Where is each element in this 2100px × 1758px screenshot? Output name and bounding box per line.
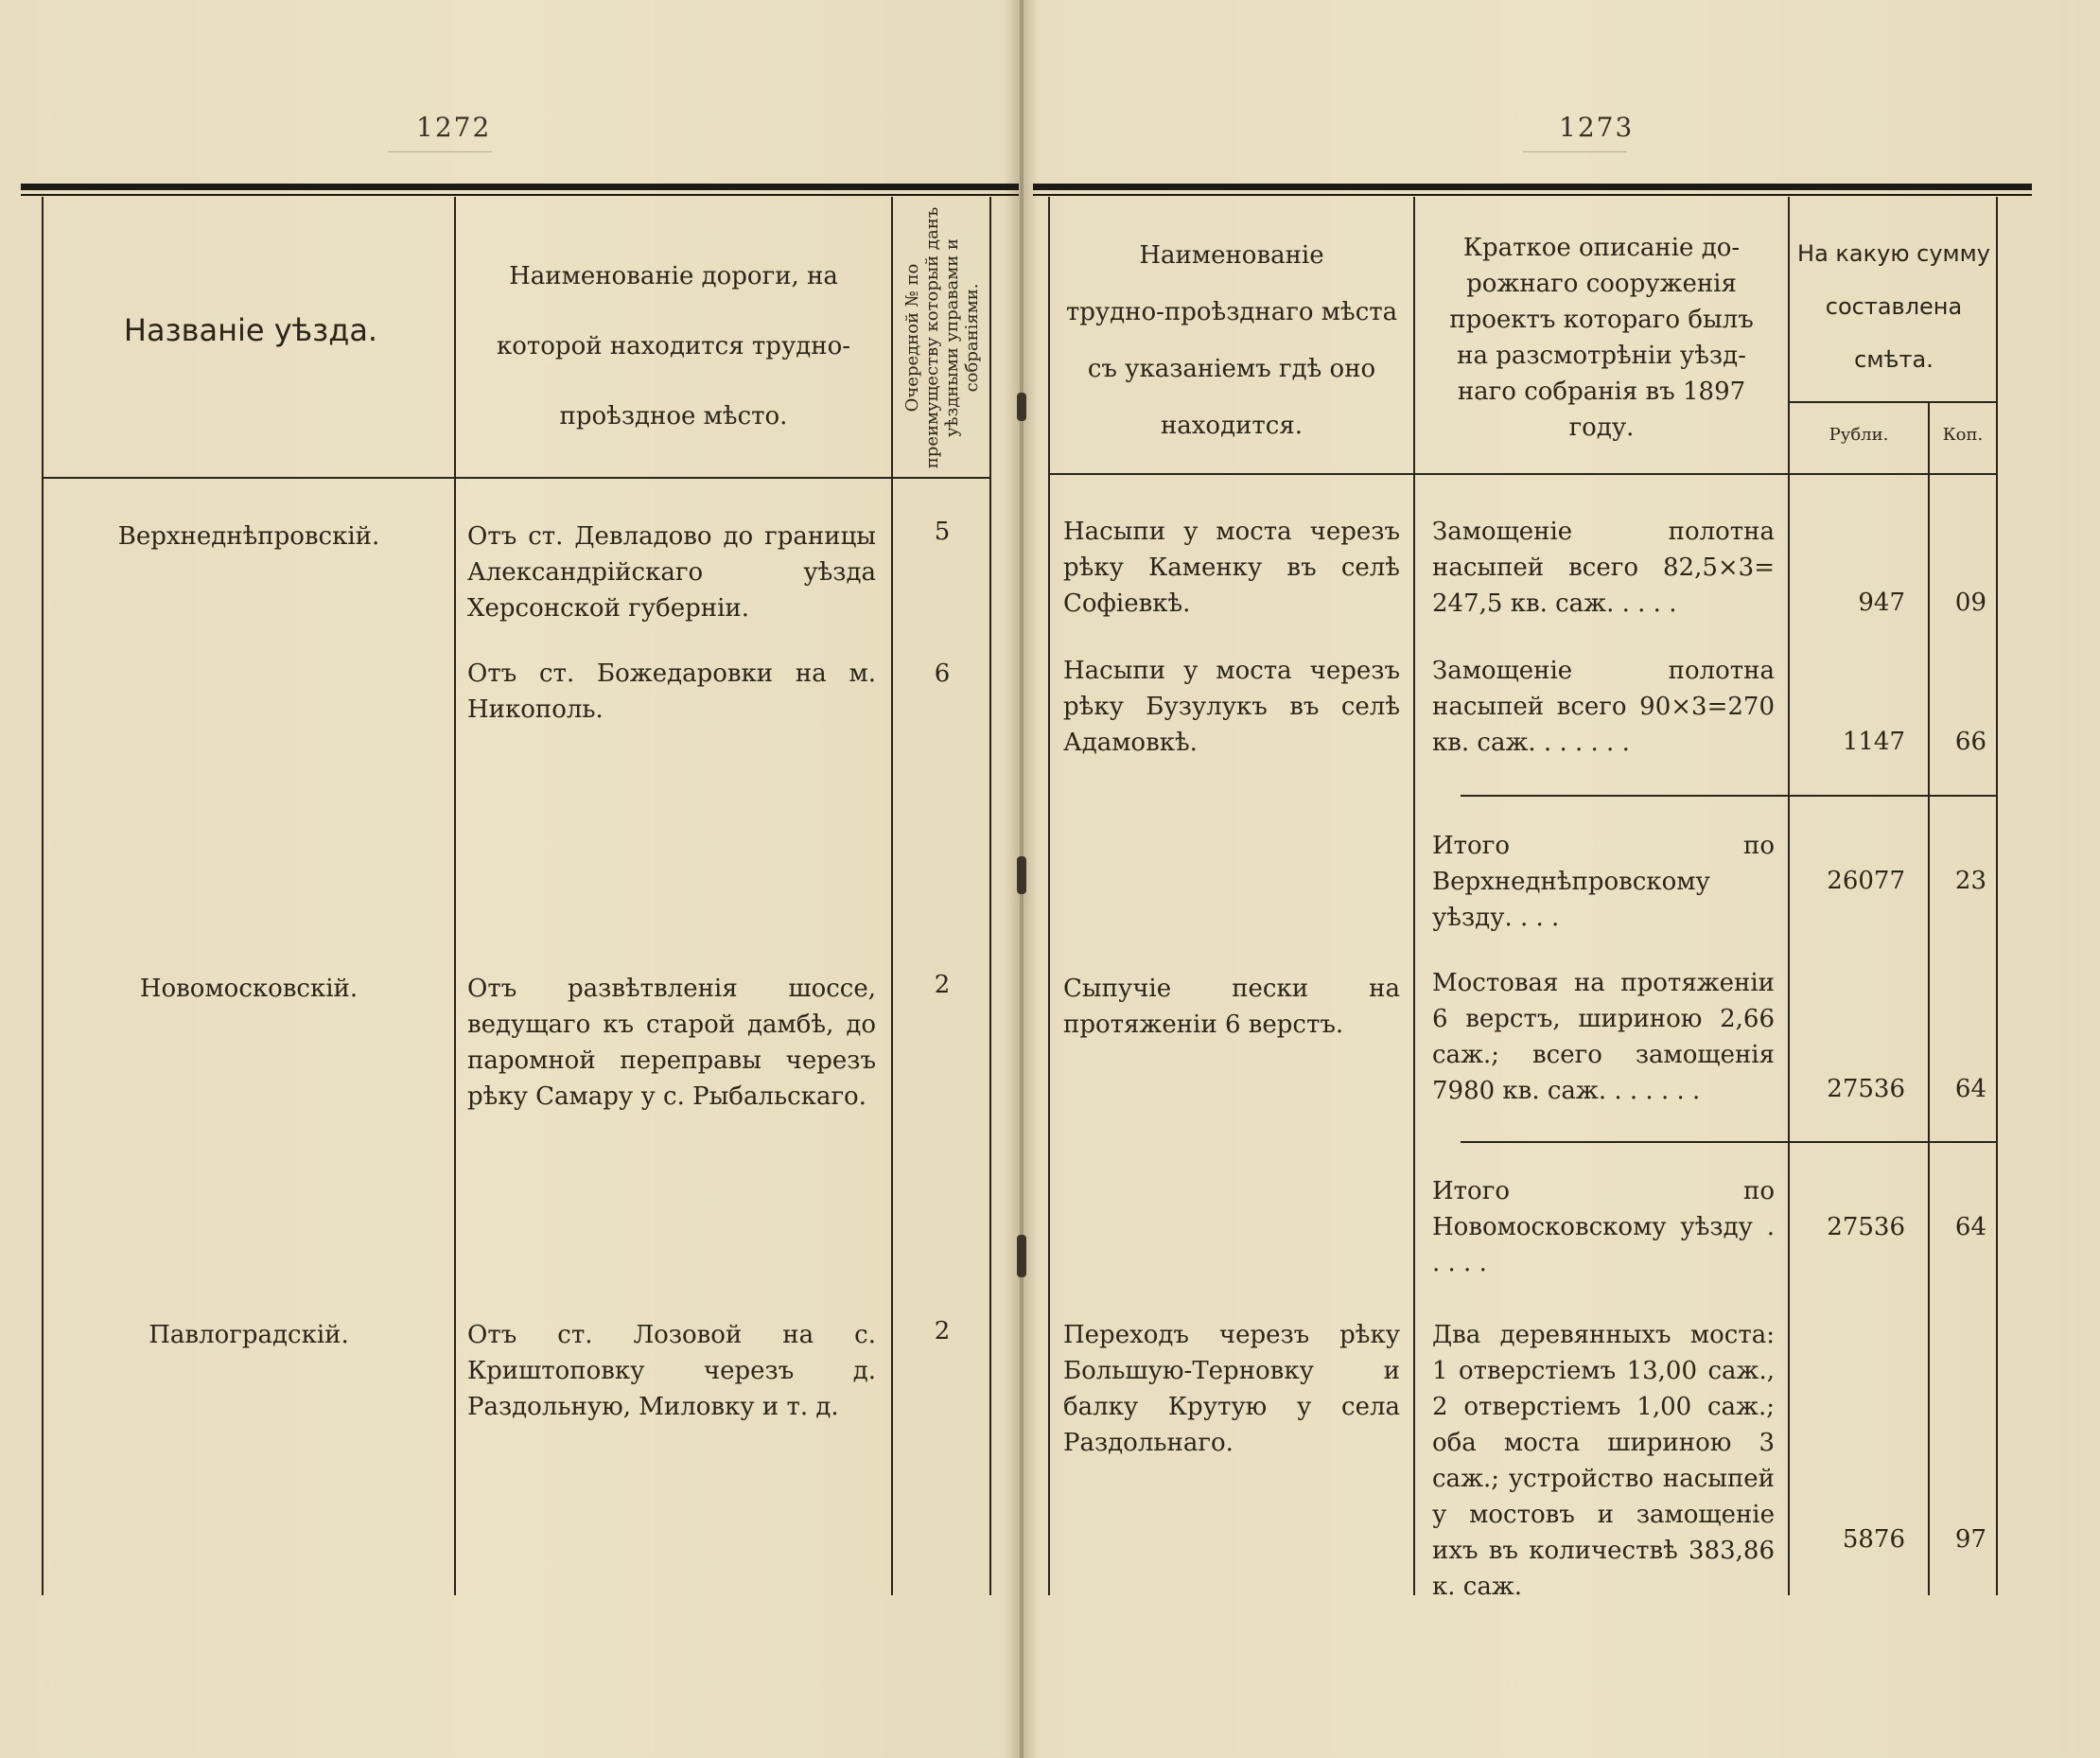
header-description-line-4: на разсмотрѣніи уѣзд- <box>1457 342 1746 370</box>
header-sum-line-3: смѣта. <box>1854 346 1934 373</box>
page-number-right: 1273 <box>1559 112 1635 143</box>
header-order-text: Очередной № по преимуществу который данъ уѣздными управами и собраніями. <box>902 206 982 469</box>
top-thin-rule-left <box>21 194 1019 196</box>
row-3-kopecks: 64 <box>1954 1075 1986 1103</box>
header-road-line-1: Наименованіе дороги, на <box>509 262 838 290</box>
row-1-place: Насыпи у моста черезъ рѣку Каменку въ селѣ Софіевкѣ. <box>1063 518 1400 618</box>
header-kopecks: Коп. <box>1942 425 1984 445</box>
subtotal-1-rubles: 26077 <box>1827 867 1905 895</box>
row-2-kopecks: 66 <box>1954 728 1986 756</box>
row-2-rubles: 1147 <box>1842 728 1905 756</box>
row-4-order: 2 <box>934 1317 951 1345</box>
header-bottom-rule-right <box>1048 473 1998 475</box>
subtotal-1-label: Итого по Верхнеднѣпровскому уѣзду. . . . <box>1432 832 1775 932</box>
header-district: Названіе уѣзда. <box>123 312 378 348</box>
page-number-rule-left <box>388 151 492 152</box>
row-2-place: Насыпи у моста черезъ рѣку Бузулукъ въ селѣ Адамовкѣ. <box>1063 657 1400 757</box>
header-description-line-3: проектъ котораго былъ <box>1449 306 1754 334</box>
column-border-rubles <box>1928 401 1930 1595</box>
column-border-place <box>1413 197 1415 1595</box>
top-thick-rule-left <box>21 184 1019 190</box>
top-thick-rule-right <box>1033 184 2032 190</box>
row-3-district: Новомосковскій. <box>139 975 359 1003</box>
header-bottom-rule-left <box>42 477 991 479</box>
header-order <box>897 201 988 475</box>
header-place-line-4: находится. <box>1160 412 1304 440</box>
header-description-line-1: Краткое описаніе до- <box>1462 234 1741 262</box>
row-3-description: Мостовая на протяженіи 6 верстъ, шириною 2,66 саж.; всего замощенія 7980 кв. саж. . . . . . . <box>1432 969 1775 1105</box>
header-place <box>1052 227 1411 454</box>
row-3-order: 2 <box>934 971 951 999</box>
page-number-rule-right <box>1523 151 1627 152</box>
row-2-road: Отъ ст. Божедаровки на м. Никополь. <box>467 659 876 724</box>
header-place-line-1: Наименованіе <box>1139 241 1324 270</box>
column-border-right-edge <box>1048 197 1050 1595</box>
header-sum-line-1: На какую сумму <box>1797 240 1990 267</box>
row-1-rubles: 947 <box>1858 589 1905 617</box>
subtotal-2-label: Итого по Новомосковскому уѣзду . . . . . <box>1432 1177 1775 1277</box>
subtotal-2-kopecks: 64 <box>1954 1213 1986 1241</box>
row-4-district: Павлоградскій. <box>149 1321 349 1349</box>
row-1-road: Отъ ст. Девладово до границы Александрійскаго уѣзда Херсонской губерніи. <box>467 522 876 623</box>
row-1-description: Замощеніе полотна насыпей всего 82,5×3= 247,5 кв. саж. . . . . <box>1432 518 1775 618</box>
row-1-kopecks: 09 <box>1954 589 1986 617</box>
binding-knot-middle <box>1017 856 1026 894</box>
column-border-left-edge <box>42 197 44 1595</box>
header-description <box>1417 230 1786 446</box>
column-border-road <box>891 197 893 1595</box>
row-4-place: Переходъ черезъ рѣку Большую-Терновку и балку Крутую у села Раздольнаго. <box>1063 1321 1400 1457</box>
subtotal-2-rubles: 27536 <box>1827 1213 1905 1241</box>
binding-knot-top <box>1017 393 1026 421</box>
row-3-rubles: 27536 <box>1827 1075 1905 1103</box>
row-1-district: Верхнеднѣпровскій. <box>117 522 380 551</box>
row-3-place: Сыпучіе пески на протяженіи 6 верстъ. <box>1063 975 1400 1039</box>
column-border-district <box>454 197 456 1595</box>
header-description-line-6: году. <box>1568 413 1635 442</box>
row-4-rubles: 5876 <box>1842 1525 1905 1554</box>
row-2-order: 6 <box>934 659 951 688</box>
header-sum-line-2: составлена <box>1825 293 1963 320</box>
top-thin-rule-right <box>1033 194 2032 196</box>
subtotal-rule-2 <box>1461 1141 1996 1143</box>
row-2-description: Замощеніе полотна насыпей всего 90×3=270 кв. саж. . . . . . . <box>1432 657 1775 757</box>
header-description-line-2: рожнаго сооруженія <box>1466 270 1737 298</box>
page-number-left: 1272 <box>416 112 492 143</box>
header-road-line-2: которой находится трудно- <box>496 332 851 360</box>
subtotal-1-kopecks: 23 <box>1954 867 1986 895</box>
sum-subheader-rule <box>1788 401 1996 403</box>
column-border-order <box>989 197 991 1595</box>
column-border-kopecks <box>1996 197 1998 1595</box>
subtotal-rule-1 <box>1461 795 1996 797</box>
column-border-description <box>1788 197 1790 1595</box>
header-place-line-3: съ указаніемъ гдѣ оно <box>1087 355 1376 383</box>
binding-knot-bottom <box>1017 1235 1026 1277</box>
header-sum <box>1792 227 1996 386</box>
row-3-road: Отъ развѣтвленія шоссе, ведущаго къ старой дамбѣ, до паромной переправы черезъ рѣку Самару у с. Рыбальскаго. <box>467 975 876 1111</box>
header-place-line-2: трудно-проѣзднаго мѣста <box>1065 298 1398 326</box>
header-description-line-5: наго собранія въ 1897 <box>1457 378 1746 406</box>
row-1-order: 5 <box>934 518 951 546</box>
row-4-kopecks: 97 <box>1954 1525 1986 1554</box>
header-road-line-3: проѣздное мѣсто. <box>559 402 788 431</box>
row-4-road: Отъ ст. Лозовой на с. Криштоповку черезъ д. Раздольную, Миловку и т. д. <box>467 1321 876 1421</box>
row-4-description: Два деревянныхъ моста: 1 отверстіемъ 13,00 саж., 2 отверстіемъ 1,00 саж.; оба моста шириною 3 саж.; устройство насыпей у мостовъ и замощеніе ихъ въ количествѣ 383,86 к. саж. <box>1432 1321 1775 1601</box>
header-rubles: Рубли. <box>1829 425 1889 445</box>
header-road <box>458 241 889 451</box>
